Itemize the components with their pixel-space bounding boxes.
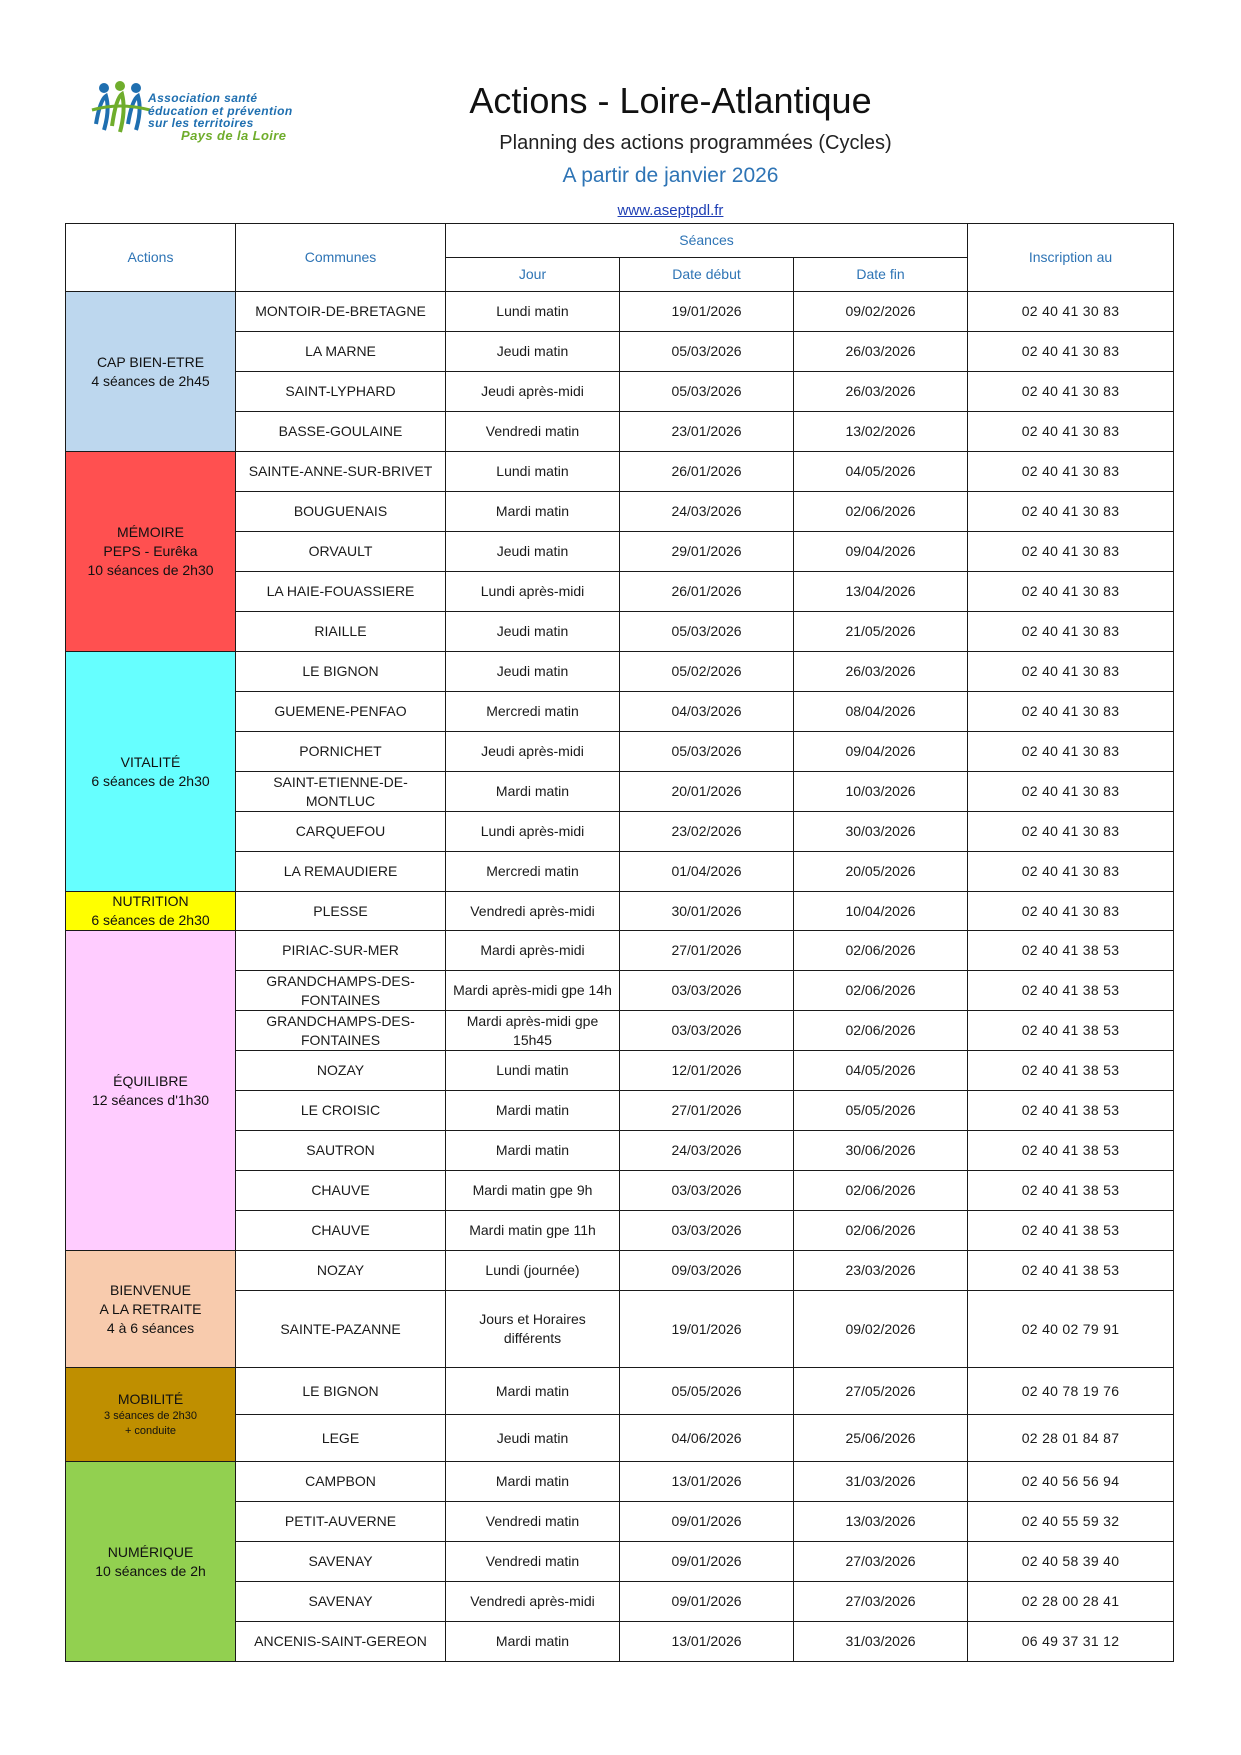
action-line: PEPS - Eurêka — [103, 543, 198, 559]
jour-cell: Jours et Horaires différents — [446, 1291, 620, 1368]
date-fin-cell: 02/06/2026 — [794, 1011, 968, 1051]
phone-cell: 02 40 41 30 83 — [968, 492, 1174, 532]
table-row — [66, 1462, 1174, 1502]
jour-cell: Mardi matin gpe 9h — [446, 1171, 620, 1211]
col-actions: Actions — [66, 224, 236, 292]
date-fin-cell: 26/03/2026 — [794, 652, 968, 692]
phone-cell: 02 40 41 30 83 — [968, 772, 1174, 812]
jour-cell: Jeudi matin — [446, 652, 620, 692]
phone-cell: 02 40 41 38 53 — [968, 1131, 1174, 1171]
phone-cell: 02 40 41 30 83 — [968, 532, 1174, 572]
date-debut-cell: 03/03/2026 — [620, 1171, 794, 1211]
commune-cell: RIAILLE — [236, 612, 446, 652]
commune-cell: SAVENAY — [236, 1582, 446, 1622]
phone-cell: 02 40 41 30 83 — [968, 412, 1174, 452]
jour-cell: Mardi matin gpe 11h — [446, 1211, 620, 1251]
page-title-wrap — [0, 80, 1241, 122]
phone-cell: 02 40 41 38 53 — [968, 1051, 1174, 1091]
commune-cell: SAINTE-PAZANNE — [236, 1291, 446, 1368]
jour-cell: Mardi matin — [446, 1368, 620, 1415]
date-fin-cell: 23/03/2026 — [794, 1251, 968, 1291]
action-detail-line: 3 séances de 2h30 — [104, 1410, 197, 1422]
commune-cell: PETIT-AUVERNE — [236, 1502, 446, 1542]
action-line: NUMÉRIQUE — [107, 1543, 194, 1560]
commune-cell: LE BIGNON — [236, 1368, 446, 1415]
date-debut-cell: 05/02/2026 — [620, 652, 794, 692]
phone-cell: 02 40 02 79 91 — [968, 1291, 1174, 1368]
date-fin-cell: 25/06/2026 — [794, 1415, 968, 1462]
date-debut-cell: 03/03/2026 — [620, 971, 794, 1011]
date-debut-cell: 05/03/2026 — [620, 332, 794, 372]
commune-cell: PIRIAC-SUR-MER — [236, 931, 446, 971]
date-debut-cell: 05/03/2026 — [620, 612, 794, 652]
action-line: A LA RETRAITE — [99, 1300, 202, 1317]
phone-cell: 02 40 41 30 83 — [968, 572, 1174, 612]
phone-cell: 02 40 41 30 83 — [968, 892, 1174, 931]
date-debut-cell: 05/03/2026 — [620, 732, 794, 772]
commune-cell: CAMPBON — [236, 1462, 446, 1502]
date-fin-cell: 09/04/2026 — [794, 732, 968, 772]
phone-cell: 02 40 41 38 53 — [968, 1091, 1174, 1131]
date-fin-cell: 02/06/2026 — [794, 931, 968, 971]
col-date-fin: Date fin — [794, 258, 968, 292]
date-fin-cell: 09/04/2026 — [794, 532, 968, 572]
jour-cell: Jeudi après-midi — [446, 732, 620, 772]
jour-cell: Vendredi matin — [446, 1542, 620, 1582]
date-debut-cell: 23/01/2026 — [620, 412, 794, 452]
commune-cell: SAUTRON — [236, 1131, 446, 1171]
commune-cell: CHAUVE — [236, 1211, 446, 1251]
jour-cell: Jeudi matin — [446, 612, 620, 652]
date-debut-cell: 24/03/2026 — [620, 492, 794, 532]
page-subtitle: Planning des actions programmées (Cycles) — [499, 132, 892, 154]
commune-cell: ORVAULT — [236, 532, 446, 572]
action-memoire — [66, 452, 236, 652]
jour-cell: Mardi matin — [446, 1131, 620, 1171]
phone-cell: 02 40 41 38 53 — [968, 1171, 1174, 1211]
date-debut-cell: 09/01/2026 — [620, 1542, 794, 1582]
date-fin-cell: 27/03/2026 — [794, 1582, 968, 1622]
commune-cell: LA HAIE-FOUASSIERE — [236, 572, 446, 612]
commune-cell: GRANDCHAMPS-DES-FONTAINES — [236, 1011, 446, 1051]
date-fin-cell: 26/03/2026 — [794, 372, 968, 412]
jour-cell: Vendredi matin — [446, 412, 620, 452]
commune-cell: PORNICHET — [236, 732, 446, 772]
date-debut-cell: 12/01/2026 — [620, 1051, 794, 1091]
jour-cell: Lundi matin — [446, 452, 620, 492]
date-fin-cell: 04/05/2026 — [794, 452, 968, 492]
date-fin-cell: 09/02/2026 — [794, 292, 968, 332]
phone-cell: 02 40 41 30 83 — [968, 292, 1174, 332]
date-debut-cell: 26/01/2026 — [620, 452, 794, 492]
phone-cell: 02 40 55 59 32 — [968, 1502, 1174, 1542]
date-debut-cell: 20/01/2026 — [620, 772, 794, 812]
action-line: VITALITÉ — [120, 753, 181, 770]
date-fin-cell: 21/05/2026 — [794, 612, 968, 652]
commune-cell: PLESSE — [236, 892, 446, 931]
jour-cell: Lundi après-midi — [446, 572, 620, 612]
jour-cell: Mardi matin — [446, 772, 620, 812]
date-fin-cell: 27/05/2026 — [794, 1368, 968, 1415]
action-nutrition — [66, 892, 236, 931]
date-fin-cell: 10/03/2026 — [794, 772, 968, 812]
col-jour: Jour — [446, 258, 620, 292]
date-debut-cell: 29/01/2026 — [620, 532, 794, 572]
date-fin-cell: 20/05/2026 — [794, 852, 968, 892]
commune-cell: SAINT-LYPHARD — [236, 372, 446, 412]
period-text: A partir de janvier 2026 — [562, 164, 779, 187]
action-line: 6 séances de 2h30 — [91, 772, 210, 789]
date-debut-cell: 09/01/2026 — [620, 1502, 794, 1542]
jour-cell: Lundi après-midi — [446, 812, 620, 852]
phone-cell: 02 40 41 38 53 — [968, 1211, 1174, 1251]
date-fin-cell: 13/02/2026 — [794, 412, 968, 452]
date-fin-cell: 31/03/2026 — [794, 1462, 968, 1502]
jour-cell: Jeudi après-midi — [446, 372, 620, 412]
date-debut-cell: 26/01/2026 — [620, 572, 794, 612]
date-fin-cell: 30/06/2026 — [794, 1131, 968, 1171]
date-fin-cell: 31/03/2026 — [794, 1622, 968, 1662]
phone-cell: 02 40 41 30 83 — [968, 652, 1174, 692]
jour-cell: Mercredi matin — [446, 692, 620, 732]
logo-line-4: Pays de la Loire — [181, 127, 287, 143]
phone-cell: 02 40 41 38 53 — [968, 931, 1174, 971]
commune-cell: LEGE — [236, 1415, 446, 1462]
jour-cell: Lundi matin — [446, 1051, 620, 1091]
date-fin-cell: 04/05/2026 — [794, 1051, 968, 1091]
table-row — [66, 452, 1174, 492]
table-row — [66, 652, 1174, 692]
date-fin-cell: 10/04/2026 — [794, 892, 968, 931]
commune-cell: SAVENAY — [236, 1542, 446, 1582]
date-debut-cell: 19/01/2026 — [620, 1291, 794, 1368]
date-fin-cell: 02/06/2026 — [794, 1211, 968, 1251]
jour-cell: Mardi matin — [446, 1622, 620, 1662]
col-inscription: Inscription au — [968, 224, 1174, 292]
action-line: NUTRITION — [112, 893, 189, 909]
action-line: 4 séances de 2h45 — [91, 372, 210, 389]
col-communes: Communes — [236, 224, 446, 292]
date-debut-cell: 05/03/2026 — [620, 372, 794, 412]
commune-cell: ANCENIS-SAINT-GEREON — [236, 1622, 446, 1662]
table-row — [66, 892, 1174, 931]
phone-cell: 02 40 41 30 83 — [968, 732, 1174, 772]
phone-cell: 02 40 41 30 83 — [968, 852, 1174, 892]
action-line: 6 séances de 2h30 — [91, 912, 210, 928]
jour-cell: Mercredi matin — [446, 852, 620, 892]
date-fin-cell: 08/04/2026 — [794, 692, 968, 732]
commune-cell: BOUGUENAIS — [236, 492, 446, 532]
action-line: BIENVENUE — [110, 1281, 191, 1298]
date-fin-cell: 13/03/2026 — [794, 1502, 968, 1542]
page-subtitle-wrap — [0, 127, 1241, 155]
commune-cell: SAINT-ETIENNE-DE-MONTLUC — [236, 772, 446, 812]
commune-cell: LA MARNE — [236, 332, 446, 372]
table-row — [66, 931, 1174, 971]
action-line: CAP BIEN-ETRE — [96, 353, 205, 370]
action-cap — [66, 292, 236, 452]
date-debut-cell: 13/01/2026 — [620, 1462, 794, 1502]
date-fin-cell: 13/04/2026 — [794, 572, 968, 612]
date-fin-cell: 27/03/2026 — [794, 1542, 968, 1582]
jour-cell: Mardi matin — [446, 1091, 620, 1131]
commune-cell: CARQUEFOU — [236, 812, 446, 852]
commune-cell: BASSE-GOULAINE — [236, 412, 446, 452]
date-debut-cell: 01/04/2026 — [620, 852, 794, 892]
logo-line-1: Association santé — [148, 91, 258, 105]
table-header — [66, 224, 1174, 292]
jour-cell: Vendredi matin — [446, 1502, 620, 1542]
phone-cell: 02 40 41 30 83 — [968, 692, 1174, 732]
planning-table — [65, 223, 1174, 1662]
jour-cell: Mardi après-midi — [446, 931, 620, 971]
phone-cell: 02 40 41 30 83 — [968, 332, 1174, 372]
date-debut-cell: 03/03/2026 — [620, 1211, 794, 1251]
action-numerique — [66, 1462, 236, 1662]
website-link[interactable]: www.aseptpdl.fr — [617, 202, 724, 219]
jour-cell: Mardi après-midi gpe 14h — [446, 971, 620, 1011]
phone-cell: 02 40 41 30 83 — [968, 452, 1174, 492]
date-fin-cell: 09/02/2026 — [794, 1291, 968, 1368]
commune-cell: GRANDCHAMPS-DES-FONTAINES — [236, 971, 446, 1011]
date-fin-cell: 30/03/2026 — [794, 812, 968, 852]
website-wrap — [0, 202, 1241, 219]
action-line: MÉMOIRE — [117, 524, 184, 540]
date-debut-cell: 13/01/2026 — [620, 1622, 794, 1662]
date-fin-cell: 02/06/2026 — [794, 971, 968, 1011]
action-line: ÉQUILIBRE — [113, 1072, 188, 1089]
table-row — [66, 292, 1174, 332]
action-detail-line: + conduite — [124, 1425, 177, 1437]
period-wrap — [0, 164, 1241, 188]
col-seances: Séances — [446, 224, 968, 258]
commune-cell: LE BIGNON — [236, 652, 446, 692]
phone-cell: 02 40 56 56 94 — [968, 1462, 1174, 1502]
jour-cell: Lundi (journée) — [446, 1251, 620, 1291]
action-line: 10 séances de 2h30 — [87, 562, 214, 578]
phone-cell: 02 28 00 28 41 — [968, 1582, 1174, 1622]
phone-cell: 06 49 37 31 12 — [968, 1622, 1174, 1662]
jour-cell: Jeudi matin — [446, 332, 620, 372]
date-debut-cell: 05/05/2026 — [620, 1368, 794, 1415]
jour-cell: Vendredi après-midi — [446, 1582, 620, 1622]
phone-cell: 02 40 41 30 83 — [968, 372, 1174, 412]
commune-cell: GUEMENE-PENFAO — [236, 692, 446, 732]
date-debut-cell: 19/01/2026 — [620, 292, 794, 332]
action-line: 10 séances de 2h — [95, 1562, 206, 1579]
commune-cell: CHAUVE — [236, 1171, 446, 1211]
page-title: Actions - Loire-Atlantique — [469, 80, 872, 121]
commune-cell: NOZAY — [236, 1051, 446, 1091]
jour-cell: Vendredi après-midi — [446, 892, 620, 931]
action-equilibre — [66, 931, 236, 1251]
phone-cell: 02 40 78 19 76 — [968, 1368, 1174, 1415]
date-fin-cell: 02/06/2026 — [794, 1171, 968, 1211]
date-debut-cell: 30/01/2026 — [620, 892, 794, 931]
jour-cell: Mardi après-midi gpe 15h45 — [446, 1011, 620, 1051]
date-debut-cell: 09/01/2026 — [620, 1582, 794, 1622]
jour-cell: Mardi matin — [446, 1462, 620, 1502]
phone-cell: 02 40 58 39 40 — [968, 1542, 1174, 1582]
phone-cell: 02 40 41 30 83 — [968, 612, 1174, 652]
jour-cell: Lundi matin — [446, 292, 620, 332]
commune-cell: SAINTE-ANNE-SUR-BRIVET — [236, 452, 446, 492]
date-debut-cell: 27/01/2026 — [620, 1091, 794, 1131]
date-debut-cell: 27/01/2026 — [620, 931, 794, 971]
jour-cell: Jeudi matin — [446, 1415, 620, 1462]
jour-cell: Jeudi matin — [446, 532, 620, 572]
action-bienvenue — [66, 1251, 236, 1368]
phone-cell: 02 40 41 38 53 — [968, 971, 1174, 1011]
action-line: 12 séances d'1h30 — [91, 1091, 210, 1108]
date-debut-cell: 09/03/2026 — [620, 1251, 794, 1291]
action-mobilite — [66, 1368, 236, 1462]
date-fin-cell: 05/05/2026 — [794, 1091, 968, 1131]
table-row — [66, 1368, 1174, 1415]
date-debut-cell: 04/06/2026 — [620, 1415, 794, 1462]
date-debut-cell: 04/03/2026 — [620, 692, 794, 732]
phone-cell: 02 40 41 30 83 — [968, 812, 1174, 852]
table-body — [66, 292, 1174, 1662]
action-line: 4 à 6 séances — [106, 1319, 195, 1336]
date-fin-cell: 26/03/2026 — [794, 332, 968, 372]
logo-line-3: sur les territoires — [148, 116, 254, 130]
phone-cell: 02 40 41 38 53 — [968, 1251, 1174, 1291]
date-fin-cell: 02/06/2026 — [794, 492, 968, 532]
logo-line-2: éducation et prévention — [148, 103, 293, 118]
action-vitalite — [66, 652, 236, 892]
commune-cell: MONTOIR-DE-BRETAGNE — [236, 292, 446, 332]
phone-cell: 02 28 01 84 87 — [968, 1415, 1174, 1462]
action-line: MOBILITÉ — [117, 1391, 184, 1407]
date-debut-cell: 03/03/2026 — [620, 1011, 794, 1051]
jour-cell: Mardi matin — [446, 492, 620, 532]
table-row — [66, 1251, 1174, 1291]
commune-cell: NOZAY — [236, 1251, 446, 1291]
commune-cell: LE CROISIC — [236, 1091, 446, 1131]
commune-cell: LA REMAUDIERE — [236, 852, 446, 892]
col-date-debut: Date début — [620, 258, 794, 292]
date-debut-cell: 23/02/2026 — [620, 812, 794, 852]
phone-cell: 02 40 41 38 53 — [968, 1011, 1174, 1051]
date-debut-cell: 24/03/2026 — [620, 1131, 794, 1171]
